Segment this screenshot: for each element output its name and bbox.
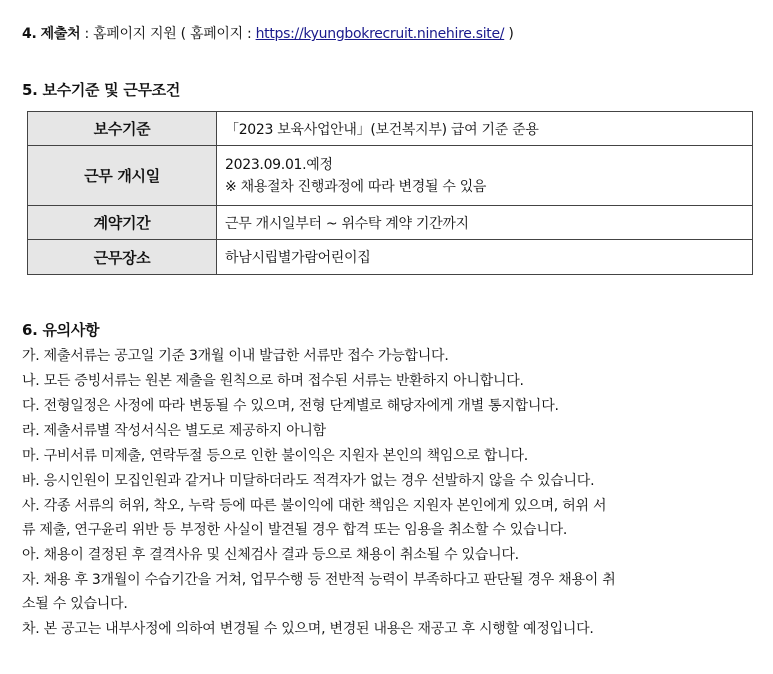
submission-close: ) bbox=[504, 26, 514, 42]
note-item: 가. 제출서류는 공고일 기준 3개월 이내 발급한 서류만 접수 가능합니다. bbox=[22, 348, 449, 364]
submission-number: 4. bbox=[22, 26, 37, 42]
note-item-continued: 류 제출, 연구윤리 위반 등 부정한 사실이 발견될 경우 합격 또는 임용을 취소할 수 있습니다. bbox=[22, 522, 568, 538]
row-value-workplace: 하남시립별가람어린이집 bbox=[217, 240, 753, 275]
note-item: 바. 응시인원이 모집인원과 같거나 미달하더라도 적격자가 없는 경우 선발하지 않을 수 있습니다. bbox=[22, 473, 595, 489]
table-row-workplace bbox=[28, 240, 753, 275]
note-item: 아. 채용이 결정된 후 결격사유 및 신체검사 결과 등으로 채용이 취소될 수 있습니다. bbox=[22, 547, 519, 563]
table-row-salary bbox=[28, 112, 753, 146]
section-heading-notes: 6. 유의사항 bbox=[22, 321, 100, 339]
section-heading-salary: 5. 보수기준 및 근무조건 bbox=[22, 81, 181, 99]
start-date-value: 2023.09.01.예정 bbox=[225, 156, 333, 173]
note-item: 다. 전형일정은 사정에 따라 변동될 수 있으며, 전형 단계별로 해당자에게 개별 통지합니다. bbox=[22, 398, 559, 414]
note-item: 나. 모든 증빙서류는 원본 제출을 원칙으로 하며 접수된 서류는 반환하지 아니합니다. bbox=[22, 373, 524, 389]
note-item-continued: 소될 수 있습니다. bbox=[22, 596, 128, 612]
table-row-start-date bbox=[28, 146, 753, 206]
note-item: 자. 채용 후 3개월이 수습기간을 거쳐, 업무수행 등 전반적 능력이 부족하다고 판단될 경우 채용이 취 bbox=[22, 572, 616, 588]
row-label-contract-period: 계약기간 bbox=[28, 206, 217, 240]
conditions-table bbox=[27, 111, 753, 275]
submission-label: 제출처 bbox=[40, 26, 81, 42]
table-row-contract-period bbox=[28, 206, 753, 240]
start-date-note: ※ 채용절차 진행과정에 따라 변경될 수 있음 bbox=[225, 178, 487, 195]
row-value-contract-period: 근무 개시일부터 ~ 위수탁 계약 기간까지 bbox=[217, 206, 753, 240]
note-item: 라. 제출서류별 작성서식은 별도로 제공하지 아니함 bbox=[22, 423, 326, 439]
recruit-site-link[interactable]: https://kyungbokrecruit.ninehire.site/ bbox=[255, 26, 505, 42]
submission-text: 홈페이지 지원 ( 홈페이지 : bbox=[93, 26, 256, 42]
row-label-workplace: 근무장소 bbox=[28, 240, 217, 275]
row-value-salary: 「2023 보육사업안내」(보건복지부) 급여 기준 준용 bbox=[217, 112, 753, 146]
note-item: 사. 각종 서류의 허위, 착오, 누락 등에 따른 불이익에 대한 책임은 지원자 본인에게 있으며, 허위 서 bbox=[22, 498, 607, 514]
row-label-salary: 보수기준 bbox=[28, 112, 217, 146]
submission-colon: : bbox=[80, 26, 94, 42]
row-value-start-date bbox=[217, 146, 753, 206]
row-label-start-date: 근무 개시일 bbox=[28, 146, 217, 206]
note-item: 마. 구비서류 미제출, 연락두절 등으로 인한 불이익은 지원자 본인의 책임으로 합니다. bbox=[22, 448, 528, 464]
submission-line bbox=[22, 24, 514, 44]
note-item: 차. 본 공고는 내부사정에 의하여 변경될 수 있으며, 변경된 내용은 재공고 후 시행할 예정입니다. bbox=[22, 621, 594, 637]
